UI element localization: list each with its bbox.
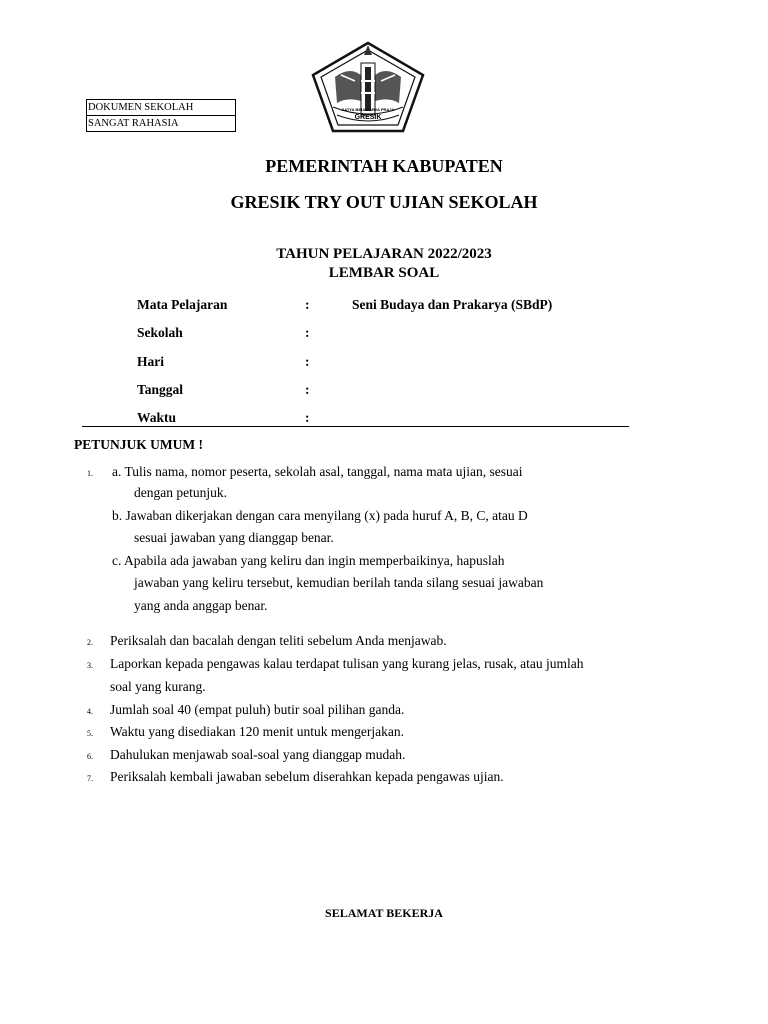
gresik-regency-emblem-icon xyxy=(311,41,425,133)
field-colon: : xyxy=(305,354,310,369)
field-subject xyxy=(137,297,657,317)
doc-status-line: DOKUMEN SEKOLAH xyxy=(88,102,194,113)
instruction-line: dengan petunjuk. xyxy=(134,485,227,500)
list-number: 2. xyxy=(87,638,93,647)
closing-message: SELAMAT BEKERJA xyxy=(325,906,443,920)
sheet-type-heading: LEMBAR SOAL xyxy=(328,265,440,281)
instruction-line: sesuai jawaban yang dianggap benar. xyxy=(134,530,334,545)
instructions-title: PETUNJUK UMUM ! xyxy=(74,437,203,452)
instruction-line: c. Apabila ada jawaban yang keliru dan ingin memperbaikinya, hapuslah xyxy=(112,553,505,568)
list-number: 7. xyxy=(87,774,93,783)
instruction-line: soal yang kurang. xyxy=(110,679,206,694)
instruction-line: Dahulukan menjawab soal-soal yang dianggap mudah. xyxy=(110,747,406,762)
government-heading: PEMERINTAH KABUPATEN xyxy=(265,156,503,176)
instruction-line: jawaban yang keliru tersebut, kemudian berilah tanda silang sesuai jawaban xyxy=(134,575,544,590)
list-number: 4. xyxy=(87,707,93,716)
instruction-line: Waktu yang disediakan 120 menit untuk mengerjakan. xyxy=(110,724,404,739)
field-value: Seni Budaya dan Prakarya (SBdP) xyxy=(352,297,553,312)
field-label: Sekolah xyxy=(137,325,183,340)
list-number: 1. xyxy=(87,469,93,478)
instruction-line: Periksalah kembali jawaban sebelum diserahkan kepada pengawas ujian. xyxy=(110,769,504,784)
field-label: Mata Pelajaran xyxy=(137,297,228,312)
field-label: Waktu xyxy=(137,410,177,425)
instruction-line: Laporkan kepada pengawas kalau terdapat tulisan yang kurang jelas, rusak, atau jumlah xyxy=(110,656,584,671)
field-label: Hari xyxy=(137,354,164,369)
field-day xyxy=(137,354,657,374)
field-colon: : xyxy=(305,325,310,340)
exam-heading: GRESIK TRY OUT UJIAN SEKOLAH xyxy=(230,192,538,212)
list-number: 3. xyxy=(87,661,93,670)
field-colon: : xyxy=(305,410,310,425)
emblem-caption: GRESIK xyxy=(354,114,382,121)
field-school xyxy=(137,325,657,345)
instruction-line: b. Jawaban dikerjakan dengan cara menyilang (x) pada huruf A, B, C, atau D xyxy=(112,508,528,523)
field-date xyxy=(137,382,657,402)
document-status-box xyxy=(86,99,236,132)
field-time xyxy=(137,410,657,430)
instruction-line: yang anda anggap benar. xyxy=(134,598,268,613)
instruction-line: Jumlah soal 40 (empat puluh) butir soal pilihan ganda. xyxy=(110,702,405,717)
divider-line xyxy=(414,426,629,427)
field-label: Tanggal xyxy=(137,382,184,397)
list-number: 6. xyxy=(87,752,93,761)
list-number: 5. xyxy=(87,729,93,738)
field-colon: : xyxy=(305,382,310,397)
academic-year-heading: TAHUN PELAJARAN 2022/2023 xyxy=(276,246,492,262)
doc-status-line: SANGAT RAHASIA xyxy=(87,115,235,131)
instruction-line: a. Tulis nama, nomor peserta, sekolah asal, tanggal, nama mata ujian, sesuai xyxy=(112,464,523,479)
emblem-motto: SATYA BINA KARYA PRAJA xyxy=(341,107,395,112)
divider-line xyxy=(82,426,414,427)
instruction-line: Periksalah dan bacalah dengan teliti sebelum Anda menjawab. xyxy=(110,633,447,648)
field-colon: : xyxy=(305,297,310,312)
